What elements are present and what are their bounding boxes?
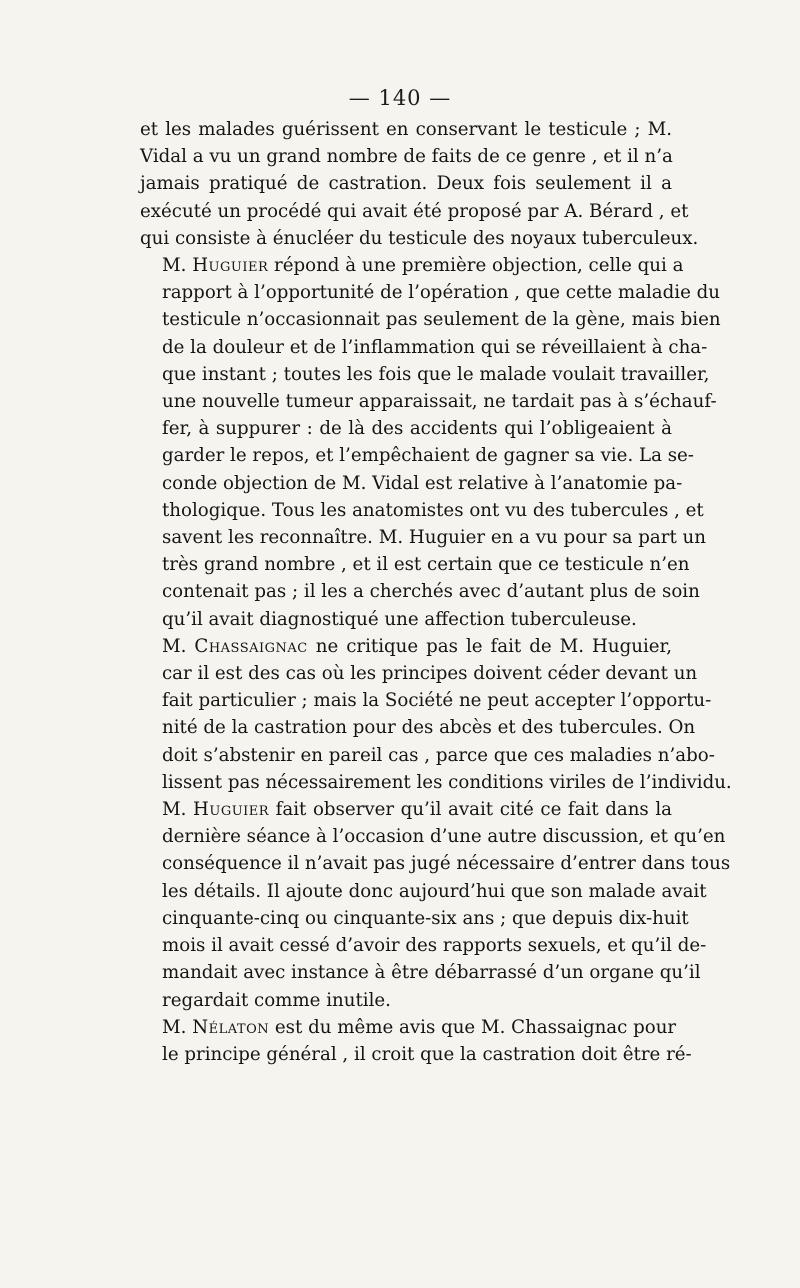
text-line: lissent pas nécessairement les conditions viriles de l’individu. (162, 771, 732, 793)
text-line: conde objection de M. Vidal est relative à l’anatomie pa- (162, 472, 683, 494)
paragraph-huguier-reply (140, 252, 721, 633)
first-line-rest: est du même avis que M. Chassaignac pour (269, 1016, 677, 1038)
speaker-name: Huguier (192, 255, 269, 277)
first-line-rest: fait observer qu’il avait cité ce fait dans la (269, 799, 672, 821)
text-line: garder le repos, et l’empêchaient de gagner sa vie. La se- (162, 445, 694, 467)
text-line: savent les reconnaître. M. Huguier en a vu pour sa part un (162, 527, 706, 549)
speaker-prefix: M. (162, 799, 193, 821)
text-line: et les malades guérissent en conservant le testicule ; M. (140, 119, 672, 140)
text-line: les détails. Il ajoute donc aujourd’hui que son malade avait (162, 880, 707, 902)
text-line: car il est des cas où les principes doivent céder devant un (162, 663, 698, 685)
text-line: testicule n’occasionnait pas seulement de la gène, mais bien (162, 309, 721, 331)
speaker-prefix: M. (162, 255, 193, 277)
text-line: très grand nombre , et il est certain que ce testicule n’en (162, 554, 690, 576)
text-line: le principe général , il croit que la castration doit être ré- (162, 1043, 692, 1065)
body-text (140, 116, 732, 1068)
text-line: doit s’abstenir en pareil cas , parce que ces maladies n’abo- (162, 744, 715, 766)
text-line: jamais pratiqué de castration. Deux fois seulement il a (140, 173, 672, 195)
text-line: de la douleur et de l’inflammation qui se réveillaient à cha- (162, 336, 708, 358)
text-line: mandait avec instance à être débarrassé d’un organe qu’il (162, 962, 701, 984)
paragraph-chassaignac (140, 633, 732, 796)
text-line-first (140, 633, 672, 660)
page-number: — 140 — (348, 86, 452, 110)
speaker-name: Huguier (193, 799, 270, 821)
first-line-rest: ne critique pas le fait de M. Huguier, (307, 635, 672, 657)
text-line: que instant ; toutes les fois que le malade voulait travailler, (162, 363, 710, 385)
text-line: nité de la castration pour des abcès et des tubercules. On (162, 717, 696, 739)
text-line-first (140, 796, 672, 823)
text-line: fait particulier ; mais la Société ne peut accepter l’opportu- (162, 690, 712, 712)
speaker-name: Chassaignac (194, 635, 308, 657)
speaker-name: Nélaton (192, 1016, 270, 1038)
first-line-rest: répond à une première objection, celle qui a (268, 255, 684, 277)
speaker-prefix: M. (162, 635, 195, 657)
text-line: regardait comme inutile. (162, 989, 391, 1011)
speaker-prefix: M. (162, 1016, 193, 1038)
text-line: thologique. Tous les anatomistes ont vu des tubercules , et (162, 499, 704, 521)
text-line: une nouvelle tumeur apparaissait, ne tardait pas à s’échauf- (162, 391, 717, 413)
text-line: exécuté un procédé qui avait été proposé par A. Bérard , et (140, 200, 689, 222)
text-line: contenait pas ; il les a cherchés avec d’autant plus de soin (162, 581, 700, 603)
text-line: cinquante-cinq ou cinquante-six ans ; que depuis dix-huit (162, 907, 689, 929)
paragraph-nelaton (140, 1014, 692, 1068)
paragraph-huguier-observation (140, 796, 731, 1014)
text-line: rapport à l’opportunité de l’opération , que cette maladie du (162, 282, 720, 304)
text-line: qu’il avait diagnostiqué une affection tuberculeuse. (162, 608, 637, 630)
text-line: qui consiste à énucléer du testicule des noyaux tuberculeux. (140, 227, 699, 249)
text-line: conséquence il n’avait pas jugé nécessaire d’entrer dans tous (162, 853, 731, 875)
paragraph-continuation (140, 116, 699, 252)
text-line: fer, à suppurer : de là des accidents qui l’obligeaient à (162, 418, 672, 440)
text-line: dernière séance à l’occasion d’une autre discussion, et qu’en (162, 826, 726, 848)
text-line: Vidal a vu un grand nombre de faits de ce genre , et il n’a (140, 146, 673, 168)
text-line-first (140, 252, 684, 279)
text-line-first (140, 1014, 677, 1041)
text-line: mois il avait cessé d’avoir des rapports sexuels, et qu’il de- (162, 935, 707, 957)
